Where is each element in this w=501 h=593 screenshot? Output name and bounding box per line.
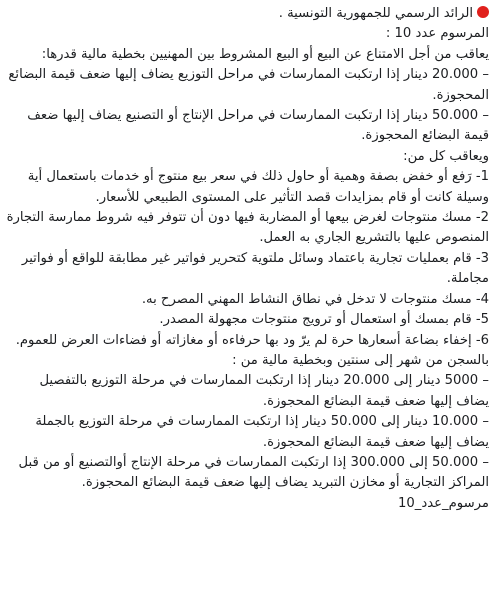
paragraph: بالسجن من شهر إلى سنتين وبخطية مالية من : — [232, 352, 489, 368]
post-header — [6, 4, 489, 24]
penalty-item: – 50.000 إلى 300.000 إذا ارتكبت الممارسات في مرحلة الإنتاج أوالتصنيع أو من قبل المراكز التجارية أو مخازن التبريد يضاف إليها ضعف قيمة البضائع المحجوزة. — [18, 454, 489, 491]
penalty-item: – 10.000 دينار إلى 50.000 دينار إذا ارتكبت الممارسات في مرحلة التوزيع بالجملة يضاف إليها ضعف قيمة البضائع المحجوزة. — [35, 414, 489, 450]
red-circle-icon — [477, 6, 489, 18]
fine-item: – 20.000 دينار إذا ارتكبت الممارسات في مراحل التوزيع يضاف إليها ضعف قيمة البضائع المحجوزة. — [8, 67, 489, 103]
offense-item: 3- قام بعمليات تجارية باعتماد وسائل ملتوية كتحرير فواتير غير مطابقة للواقع أو فواتير مجاملة. — [21, 250, 489, 287]
penalty-item: – 5000 دينار إلى 20.000 دينار إذا ارتكبت الممارسات في مرحلة التوزيع بالتفصيل يضاف إليها ضعف قيمة البضائع المحجوزة. — [39, 373, 489, 409]
offense-item: 5- قام بمسك أو استعمال أو ترويج منتوجات مجهولة المصدر. — [159, 312, 489, 328]
header-text: الرائد الرسمي للجمهورية التونسية . — [278, 6, 473, 21]
paragraph: ويعاقب كل من: — [403, 148, 489, 164]
paragraph: يعاقب من أجل الامتناع عن البيع أو البيع المشروط بين المهنيين بخطية مالية قدرها: — [41, 46, 489, 62]
fine-item: – 50.000 دينار إذا ارتكبت الممارسات في مراحل الإنتاج أو التصنيع يضاف إليها ضعف قيمة البضائع المحجوزة. — [27, 108, 489, 144]
offense-item: 6- إخفاء بضاعة أسعارها حرة لم يرّ ود بها حرفاءه أو مغازاته أو فضاءات العرض للعموم. — [15, 332, 489, 348]
offense-item: 4- مسك منتوجات لا تدخل في نطاق النشاط المهني المصرح به. — [141, 291, 489, 307]
offense-item: 2- مسك منتوجات لغرض بيعها أو المضاربة فيها دون أن تتوفر فيه شروط ممارسة التجارة المنصوص عليها بالتشريع الجاري به العمل. — [6, 210, 489, 246]
hashtag-link[interactable]: مرسوم_عدد_10 — [398, 495, 489, 511]
decree-number: المرسوم عدد 10 : — [385, 26, 489, 42]
offense-item: 1- رَفع أو خفض بصفة وهمية أو حاول ذلك في سعر بيع منتوج أو خدمات باستعمال أية وسيلة كانت أو قام بمزايدات قصد التأثير على المستوى الطبيعي للأسعار. — [27, 169, 489, 205]
